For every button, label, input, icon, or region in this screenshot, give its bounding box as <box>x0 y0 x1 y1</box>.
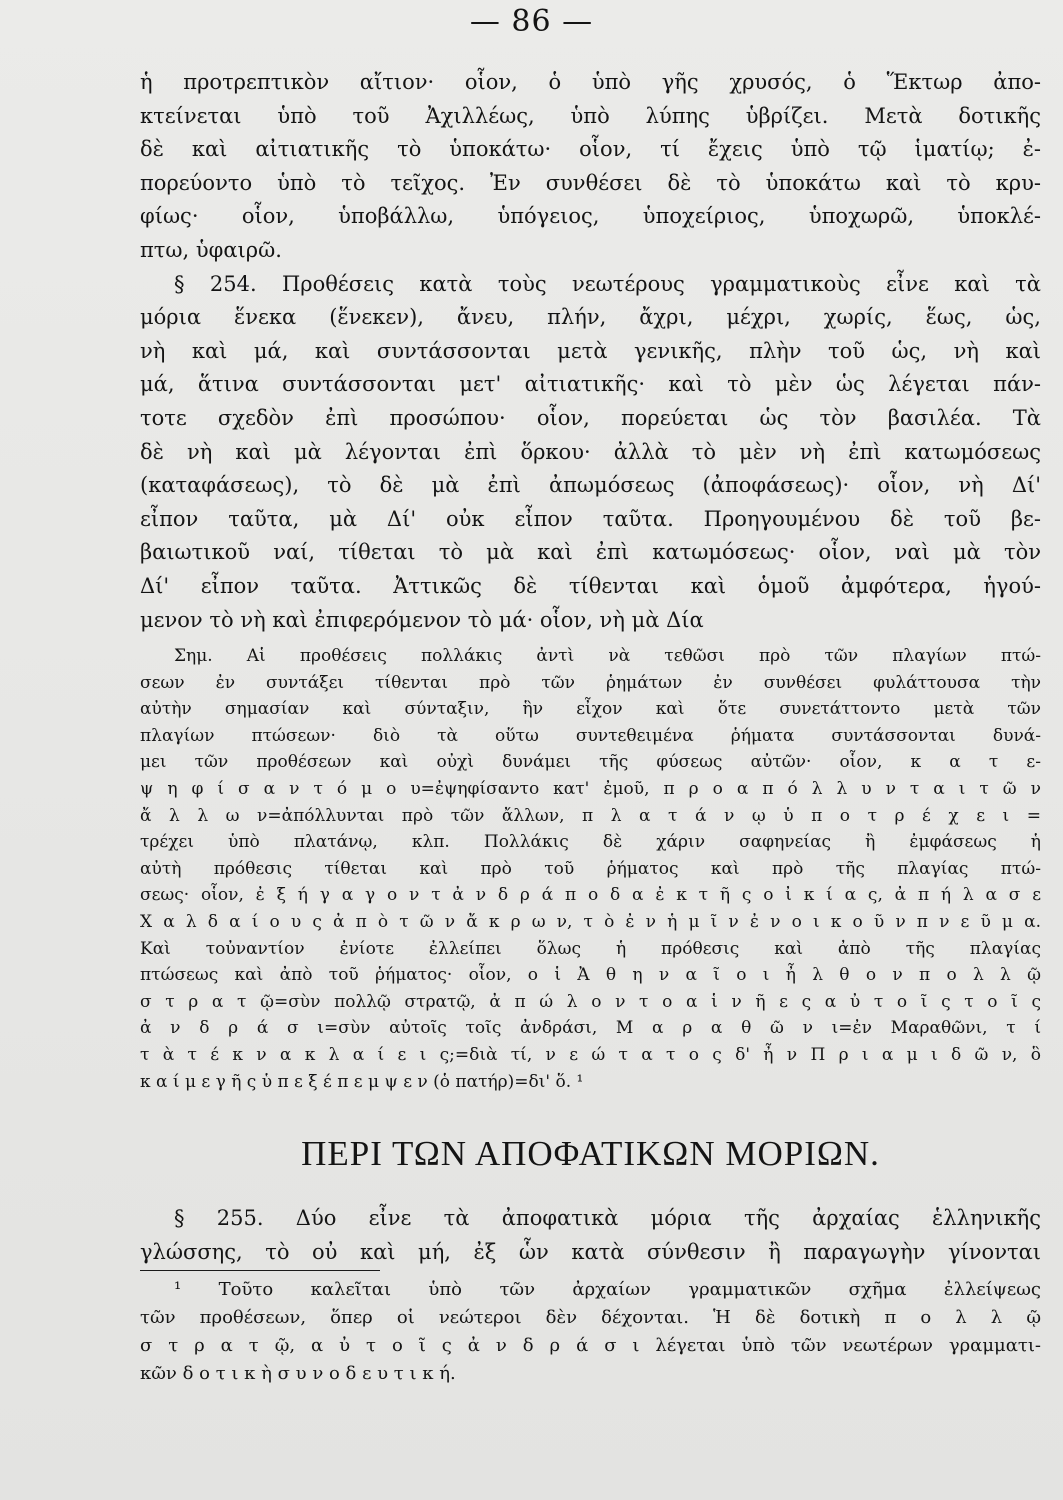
body-line: μά, ἅτινα συντάσσονται μετ' αἰτιατικῆς· καὶ τὸ μὲν ὡς λέγεται πάν- <box>140 372 1041 397</box>
note-line: Καὶ τοὐναντίον ἐνίοτε ἐλλείπει ὅλως ἡ πρόθεσις καὶ ἀπὸ τῆς πλαγίας <box>140 938 1041 959</box>
footnote-divider <box>140 1270 380 1271</box>
body-line: τοτε σχεδὸν ἐπὶ προσώπου· οἷον, πορεύεται ὡς τὸν βασιλέα. Τὰ <box>140 405 1041 430</box>
main-text <box>140 66 1041 1095</box>
body-line: εἶπον ταῦτα, μὰ Δί' οὐκ εἶπον ταῦτα. Προηγουμένου δὲ τοῦ βε- <box>140 506 1041 531</box>
page-number: — 86 — <box>469 4 594 39</box>
body-line: νὴ καὶ μά, καὶ συντάσσονται μετὰ γενικῆς, πλὴν τοῦ ὡς, νὴ καὶ <box>140 338 1041 363</box>
note-line: αὐτὴν σημασίαν καὶ σύνταξιν, ἣν εἶχον καὶ ὅτε συνετάττοντο μετὰ τῶν <box>140 699 1041 720</box>
note-block <box>140 643 1041 1095</box>
body-line: Δί' εἶπον ταῦτα. Ἀττικῶς δὲ τίθενται καὶ ὁμοῦ ἀμφότερα, ἡγού- <box>140 573 1041 598</box>
footnote-line: ¹ Τοῦτο καλεῖται ὑπὸ τῶν ἀρχαίων γραμματικῶν σχῆμα ἐλλείψεως <box>174 1279 1041 1300</box>
note-line: Χ α λ δ α ί ο υ ς ἀ π ὸ τ ῶ ν ἄ κ ρ ω ν, τ ὸ ἐ ν ἡ μ ῖ ν ἐ ν ο ι κ ο ῦ ν π ν ε ῦ μ α. <box>140 912 1041 933</box>
note-line: αὐτὴ πρόθεσις τίθεται καὶ πρὸ τοῦ ῥήματος καὶ πρὸ τῆς πλαγίας πτώ- <box>140 858 1041 879</box>
note-line: ἄ λ λ ω ν=ἀπόλλυνται πρὸ τῶν ἄλλων, π λ α τ ά ν ῳ ὑ π ο τ ρ έ χ ε ι = <box>140 805 1041 826</box>
note-line: σεων ἐν συντάξει τίθενται πρὸ τῶν ῥημάτων ἐν συνθέσει φυλάττουσα τὴν <box>140 672 1041 693</box>
body-line: (καταφάσεως), τὸ δὲ μὰ ἐπὶ ἀπωμόσεως (ἀποφάσεως)· οἷον, νὴ Δί' <box>140 473 1041 498</box>
body-line: δὲ νὴ καὶ μὰ λέγονται ἐπὶ ὅρκου· ἀλλὰ τὸ μὲν νὴ ἐπὶ κατωμόσεως <box>140 439 1041 464</box>
note-line: ἀ ν δ ρ ά σ ι=σὺν αὐτοῖς τοῖς ἀνδράσι, Μ α ρ α θ ῶ ν ι=ἐν Μαραθῶνι, τ ί <box>140 1018 1041 1039</box>
section-255-line: γλώσσης, τὸ οὐ καὶ μή, ἐξ ὧν κατὰ σύνθεσιν ἢ παραγωγὴν γίνονται <box>140 1239 1041 1264</box>
note-line: σ τ ρ α τ ῷ=σὺν πολλῷ στρατῷ, ἀ π ώ λ ο ν τ ο α ἱ ν ῆ ε ς α ὐ τ ο ῖ ς τ ο ῖ ς <box>140 991 1041 1012</box>
body-line: ἡ προτρεπτικὸν αἴτιον· οἷον, ὁ ὑπὸ γῆς χρυσός, ὁ Ἕκτωρ ἀπο- <box>140 70 1041 94</box>
body-line: πτω, ὑφαιρῶ. <box>140 237 282 262</box>
note-line: τ ὰ τ έ κ ν α κ λ α ί ε ι ς;=διὰ τί, ν ε ώ τ α τ ο ς δ' ἦ ν Π ρ ι α μ ι δ ῶ ν, ὃ <box>140 1045 1041 1065</box>
body-line: μόρια ἕνεκα (ἕνεκεν), ἄνευ, πλήν, ἄχρι, μέχρι, χωρίς, ἕως, ὡς, <box>140 305 1041 330</box>
section-255-line: § 255. Δύο εἶνε τὰ ἀποφατικὰ μόρια τῆς ἀρχαίας ἑλληνικῆς <box>174 1206 1041 1230</box>
note-line: κ α ί μ ε γ ῆ ς ὑ π ε ξ έ π ε μ ψ ε ν (ὁ πατήρ)=δι' ὅ. ¹ <box>140 1071 584 1092</box>
note-line: μει τῶν προθέσεων καὶ οὐχὶ δυνάμει τῆς φύσεως αὐτῶν· οἷον, κ α τ ε- <box>140 752 1041 773</box>
footnote-line: κῶν δ ο τ ι κ ὴ σ υ ν ο δ ε υ τ ι κ ή. <box>140 1363 456 1384</box>
body-line: κτείνεται ὑπὸ τοῦ Ἀχιλλέως, ὑπὸ λύπης ὑβρίζει. Μετὰ δοτικῆς <box>140 103 1041 128</box>
note-line: σεως· οἷον, ἐ ξ ή γ α γ ο ν τ ἀ ν δ ρ ά π ο δ α ἐ κ τ ῆ ς ο ἰ κ ί α ς, ἀ π ή λ α σ ε <box>140 885 1041 906</box>
footnote-line: σ τ ρ α τ ῷ, α ὐ τ ο ῖ ς ἀ ν δ ρ ά σ ι λέγεται ὑπὸ τῶν νεωτέρων γραμματι- <box>140 1335 1041 1356</box>
body-line: πορεύοντο ὑπὸ τὸ τεῖχος. Ἐν συνθέσει δὲ τὸ ὑποκάτω καὶ τὸ κρυ- <box>140 170 1041 195</box>
footnote-line: τῶν προθέσεων, ὅπερ οἱ νεώτεροι δὲν δέχονται. Ἡ δὲ δοτικὴ π ο λ λ ῷ <box>140 1307 1041 1328</box>
note-line: πτώσεως καὶ ἀπὸ τοῦ ῥήματος· οἷον, ο ἱ Ἀ θ η ν α ῖ ο ι ἦ λ θ ο ν π ο λ λ ῷ <box>140 965 1041 986</box>
body-line: φίως· οἷον, ὑποβάλλω, ὑπόγειος, ὑποχείριος, ὑποχωρῶ, ὑποκλέ- <box>140 204 1041 229</box>
footnotes <box>140 1276 1041 1388</box>
note-line: Σημ. Αἱ προθέσεις πολλάκις ἀντὶ νὰ τεθῶσι πρὸ τῶν πλαγίων πτώ- <box>174 646 1041 667</box>
note-line: πλαγίων πτώσεων· διὸ τὰ οὕτω συντεθειμένα ῥήματα συντάσσονται δυνά- <box>140 725 1041 746</box>
body-line: δὲ καὶ αἰτιατικῆς τὸ ὑποκάτω· οἷον, τί ἔχεις ὑπὸ τῷ ἱματίῳ; ἐ- <box>140 137 1041 162</box>
body-line: μενον τὸ νὴ καὶ ἐπιφερόμενον τὸ μά· οἷον, νὴ μὰ Δία <box>140 607 704 632</box>
section-255 <box>140 1202 1041 1269</box>
section-heading: ΠΕΡΙ ΤΩΝ ΑΠΟΦΑΤΙΚΩΝ ΜΟΡΙΩΝ. <box>301 1134 880 1173</box>
note-line: τρέχει ὑπὸ πλατάνῳ, κλπ. Πολλάκις δὲ χάριν σαφηνείας ἢ ἐμφάσεως ἡ <box>140 832 1041 853</box>
body-line: βαιωτικοῦ ναί, τίθεται τὸ μὰ καὶ ἐπὶ κατωμόσεως· οἷον, ναὶ μὰ τὸν <box>140 540 1041 565</box>
note-line: ψ η φ ί σ α ν τ ό μ ο υ=ἐψηφίσαντο κατ' ἐμοῦ, π ρ ο α π ό λ λ υ ν τ α ι τ ῶ ν <box>140 779 1041 800</box>
section-254-line: § 254. Προθέσεις κατὰ τοὺς νεωτέρους γραμματικοὺς εἶνε καὶ τὰ <box>174 271 1041 296</box>
